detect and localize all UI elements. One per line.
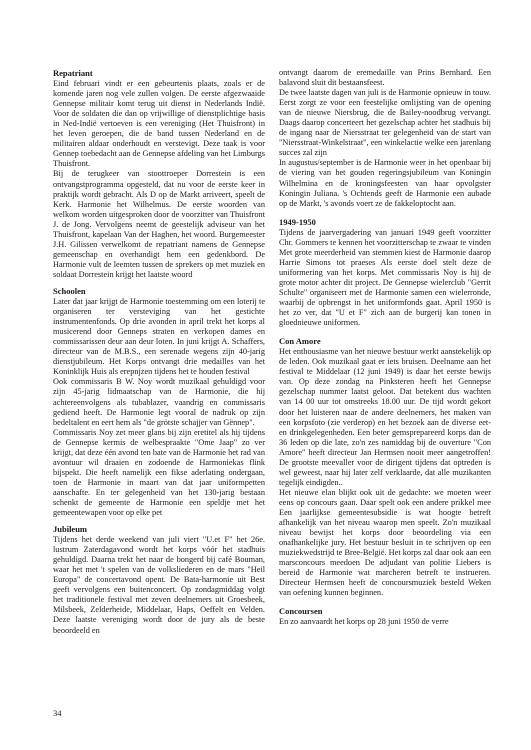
section-title-concoursen: Concoursen xyxy=(279,606,323,617)
paragraph: De twee laatste dagen van juli is de Harmonie opnieuw in touw. Eerst zorgt ze voor een feestelijke omlijsting van de opening van de nieuwe Niersbrug, die de Bailey-noodbrug vervangt. Daags daarop concerteert het gezelschap achter het stadhuis bij de ingang naar de Niersstraat ter gelegenheid van de start van "Niersstraat-Winkelstraat", een winkelactie welke een jarenlang succes zal zijn xyxy=(279,88,491,158)
section-title-1949-1950: 1949-1950 xyxy=(279,216,316,227)
paragraph: Tijdens het derde weekend van juli viert "U.et F" het 26e. lustrum Zaterdagavond wordt het korps vóór het stadhuis gehuldigd. Daarna trekt het naar de bongerd bij café Bouman, waar het met 't spelen van de volksliederen en de mars "Heil Europa" de concertavond opent. De Bata-harmonie uit Best geeft vervolgens een buitenconcert. Op zondagmiddag volgt het traditionele festival met zeven deelnemers uit Groesbeek, Milsbeek, Zelderheide, Middelaar, Haps, Oeffelt en Velden. Deze laatste vereniging wordt door de jury als de beste beoordeeld en xyxy=(53,535,265,635)
paragraph: Het enthousiasme van het nieuwe bestuur werkt aanstekelijk op de leden. Ook muzikaal gaat er iets bruisen. Deelname aan het festival te Middelaar (12 juni 1949) is daar het eerste bewijs van. Op deze zondag na Pinksteren heeft het Gennepse gezelschap nummer laatst geloot. Dat betekent dus wachten van 14 00 uur tot omstreeks 18.00 uur. De tijd wordt gekort door het luisteren naar de andere deelnemers, het maken van een korpsfoto (zie verderop) en het bezoek aan de diverse eet- en drinkgelegenheden. Een beter gemsprepareerd korps dan de 36 leden op die late, zo'n zes namiddag bij de ouverture "Con Amore" heeft directeur Jan Hermsen nooit meer aangetroffen! De grootste meevaller voor de dirigent tijdens dat optreden is wel geweest, naar hij later zelf verklaarde, dat alle muzikanten tegelijk eindigden.. xyxy=(279,347,491,487)
section-title-repatriant: Repatriant xyxy=(53,68,93,78)
page-number: 34 xyxy=(53,708,62,718)
right-column xyxy=(279,68,491,627)
left-column xyxy=(53,68,265,636)
paragraph: ontvangt daarom de eremedaille van Prins Bernhard. Een balavond sluit dit bestaansfeest. xyxy=(279,68,491,88)
paragraph: In augustus/september is de Harmonie weer in het openbaar bij de viering van het gouden regeringsjubileum van Koningin Wilhelmina en de kroningsfeesten van haar opvolgster Koningin Juliana. 's Ochtends geeft de Harmonie een aubade op de Markt, 's avonds voert ze de fakkeloptocht aan. xyxy=(279,158,491,208)
paragraph: Ook commissaris B W. Noy wordt muzikaal gehuldigd voor zijn 45-jarig lidmaatschap van de Harmonie, die hij achtereenvolgens als tubablazer, vaandrig en commissaris gediend heeft. De Harmonie legt vooral de nadruk op zijn bedeltalent en eert hem als "de grötste schajjer van Gënnep". xyxy=(53,377,265,427)
paragraph: Het nieuwe elan blijkt ook uit de gedachte: we moeten weer eens op concours gaan. Daar spelt ook een andere prikkel mee Een jaarlijkse gemeentesubsidie is wat hoogte betreft afhankelijk van het niveau waarop men speelt. Zo'n muzikaal niveau bewijst het korps door beoordeling via een onafhankelijke jury. Het bestuur besluit in te schrijven op een muziekwedstrijd te Bree-België. Het korps zal daar ook aan een marsconcours meedoen De adjudant van politie Liebers is bereid de Harmonie wat marcheren betreft te instrueren. Directeur Hermsen heeft de concoursmuziek besteld Weken van oefening kunnen beginnen. xyxy=(279,487,491,598)
section-title-schoolen: Schoolen xyxy=(53,285,86,296)
paragraph: Commissaris Noy zet meer glans bij zijn eretitel als hij tijdens de Gennepse kermis de welbespraakte "Ome Jaap" zo ver krijgt, dat deze één avond ten bate van de Harmonie het rad van avontuur wil draaien en zodoende de Harmoniekas flink bijspekt. Die heeft namelijk een fikse aderlating ondergaan, toen de Harmonie in maart van dat jaar uniformpetten aanschafte. En ter gelegenheid van het 130-jarig bestaan schenkt de gemeente de Harmonie een speldje met het gemeentewapen voor op elke pet xyxy=(53,427,265,518)
paragraph: En zo aanvaardt het korps op 28 juni 1950 de verre xyxy=(279,617,449,627)
paragraph: Later dat jaar krijgt de Harmonie toestemming om een loterij te organiseren ter versteviging van het gestichte instrumentenfonds. Op drie avonden in april trekt het korps al musicerend door Genneps straten en verkopen dames en commissarissen deur aan deur loten. In juni krijgt A. Schaffers, directeur van de M.B.S., een serenade wegens zijn 40-jarig dienstjubileum. Het Korps ontvangt drie medailles van het Koninklijk Huis als erepnjzen tijdens het te houden festival xyxy=(53,297,265,377)
text-columns xyxy=(53,68,491,636)
paragraph: Tijdens de jaarvergadering van januari 1949 geeft voorzitter Chr. Gommers te kennen het voorzitterschap te zwaar te vinden Met grote meerderheid van stemmen kiest de Harmonie daarop Harrie Simons tot praeses Als eerste doel stelt deze de uniformering van het korps. Met commissaris Noy is hij de grote motor achter dit project. De Gennepse wielerclub "Gerrit Schulte" organiseert met de Harmonie samen een wielerronde, waarbij de opbrengst in het uniformfonds gaat. April 1950 is het zo ver, dat "U et F" zich aan de burgerij kan tonen in gloednieuwe uniformen. xyxy=(279,227,491,328)
section-title-con-amore: Con Amore xyxy=(279,336,321,347)
section-title-jubileum: Jubileum xyxy=(53,524,88,535)
paragraph: Eind februari vindt er een gebeurtenis plaats, zoals er de komende jaren nog vele zullen volgen. De eerste afgezwaaide Gennepse militair komt terug uit dienst in Nederlands Indië. Voor de soldaten die dan op vrijwillige of dienstplichtige basis in Ned-Indië vertoeven is een vereniging (Het Thuisfront) in het leven geroepen, die de band tussen Nederland en de militairen aldaar onderhoudt en verstevigt. Deze taak is voor Gennep toebedacht aan de Gennepse afdeling van het Limburgs Thuisfront. xyxy=(53,79,265,169)
paragraph: Bij de terugkeer van stoottroeper Dorrestein is een ontvangstprogramma opgesteld, dat nu voor de eerste keer in praktijk wordt gebracht. Als D op de Markt arriveert, speelt de Kerk. Harmonie het Wilhelmus. De eerste woorden van welkom worden uitgesproken door de voorzitter van Thuisfront J. de Jong. Vervolgens neemt de geestelijk adviseur van het Thuisfront, kapelaan Van der Haghen, het woord. Burgemeester J.H. Gilissen verwelkomt de repatriant namens de Gennepse gemeenschap en overhandigt hem een gedenkbord. De Harmonie vult de leemten tussen de sprekers op met muziek en soldaat Dorrestein krijgt het laatste woord xyxy=(53,169,265,279)
